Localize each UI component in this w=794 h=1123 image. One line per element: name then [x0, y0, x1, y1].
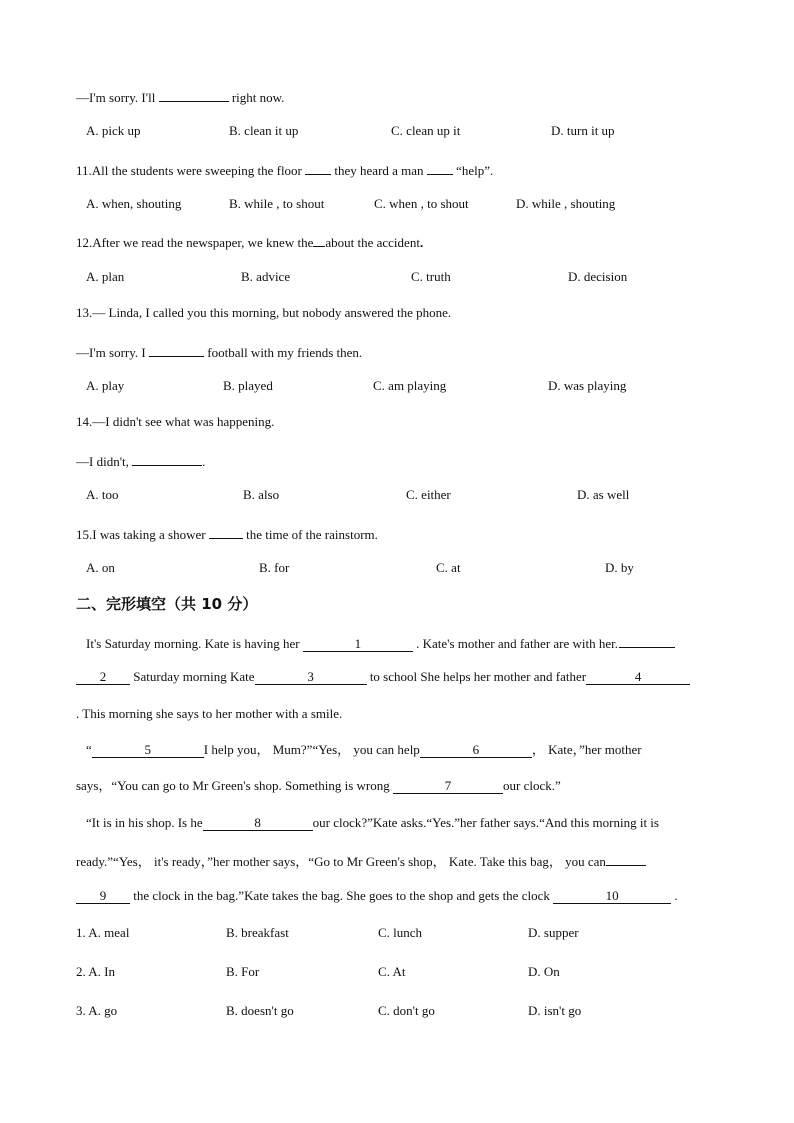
q12-stem	[76, 232, 423, 251]
q14-text: —I didn't,	[76, 454, 133, 469]
cloze-blank-6[interactable]: 6	[420, 743, 532, 758]
q15-option-c[interactable]: C. at	[436, 560, 461, 575]
q13-stem-2	[76, 342, 362, 361]
q14-option-a[interactable]: A. too	[86, 487, 119, 502]
passage-text: .	[671, 888, 678, 903]
cloze-blank-8[interactable]: 8	[203, 816, 313, 831]
passage-line-2	[76, 669, 720, 685]
q14-stem-1: 14.—I didn't see what was happening.	[76, 414, 275, 429]
q15-text-2: the time of the rainstorm.	[242, 527, 378, 542]
q15-stem	[76, 524, 378, 543]
q13-text-end: football with my friends then.	[204, 345, 363, 360]
passage-line-4	[86, 742, 730, 758]
passage-line-6	[86, 815, 730, 831]
q10-option-a[interactable]: A. pick up	[86, 123, 141, 138]
cloze-blank-9[interactable]: 9	[76, 889, 130, 904]
q15-option-d[interactable]: D. by	[605, 560, 634, 575]
q11-blank-2[interactable]	[427, 160, 453, 175]
cloze-blank-7[interactable]: 7	[393, 779, 503, 794]
passage-text: ready.”“Yes， it's ready，”her mother says，“Go to Mr Green's shop， Kate. Take this bag， you can	[76, 854, 606, 869]
cloze-2-option-c[interactable]: C. At	[378, 964, 406, 979]
q12-blank[interactable]	[313, 232, 325, 247]
q11-blank-1[interactable]	[305, 160, 331, 175]
q15-text-1: 15.I was taking a shower	[76, 527, 209, 542]
q11-option-d[interactable]: D. while , shouting	[516, 196, 616, 211]
q13-option-b[interactable]: B. played	[223, 378, 273, 393]
q12-text-2: about the accident	[325, 235, 420, 250]
cloze-options-3	[76, 1003, 716, 1019]
q14-option-c[interactable]: C. either	[406, 487, 451, 502]
cloze-2-option-b[interactable]: B. For	[226, 964, 260, 979]
q10-blank[interactable]	[159, 87, 229, 102]
q12-option-a[interactable]: A. plan	[86, 269, 125, 284]
cloze-blank-2-start[interactable]	[619, 633, 675, 648]
q14-blank[interactable]	[132, 451, 202, 466]
cloze-options-2	[76, 964, 716, 980]
cloze-2-option-a[interactable]: 2. A. In	[76, 964, 115, 979]
passage-text: ， Kate，”her mother	[531, 742, 642, 757]
passage-text: It's Saturday morning. Kate is having her	[86, 636, 303, 651]
q10-options	[86, 123, 706, 139]
cloze-2-option-d[interactable]: D. On	[528, 964, 560, 979]
cloze-blank-4[interactable]: 4	[586, 670, 690, 685]
q15-options	[86, 560, 706, 576]
q12-option-b[interactable]: B. advice	[241, 269, 291, 284]
q14-option-b[interactable]: B. also	[243, 487, 280, 502]
cloze-1-option-c[interactable]: C. lunch	[378, 925, 423, 940]
q14-text-end: .	[202, 454, 206, 469]
q12-text-1: 12.After we read the newspaper, we knew the	[76, 235, 314, 250]
passage-line-5	[76, 778, 720, 794]
passage-text: “It is in his shop. Is he	[86, 815, 203, 830]
cloze-3-option-b[interactable]: B. doesn't go	[226, 1003, 294, 1018]
q13-text: —I'm sorry. I	[76, 345, 149, 360]
cloze-3-option-d[interactable]: D. isn't go	[528, 1003, 582, 1018]
cloze-3-option-a[interactable]: 3. A. go	[76, 1003, 118, 1018]
passage-text: says，“You can go to Mr Green's shop. Something is wrong	[76, 778, 393, 793]
passage-line-1	[86, 633, 730, 652]
q10-text-end: right now.	[228, 90, 285, 105]
cloze-blank-5[interactable]: 5	[92, 743, 204, 758]
passage-line-7	[76, 851, 720, 870]
passage-text: I help you， Mum?”“Yes， you can help	[203, 742, 420, 757]
q11-option-a[interactable]: A. when, shouting	[86, 196, 182, 211]
q12-text-3: .	[419, 235, 424, 250]
passage-text: Saturday morning Kate	[130, 669, 255, 684]
passage-text: our clock.”	[502, 778, 561, 793]
section-heading-cloze: 二、完形填空（共 10 分）	[76, 595, 258, 613]
q11-option-b[interactable]: B. while , to shout	[229, 196, 325, 211]
cloze-blank-3[interactable]: 3	[255, 670, 367, 685]
passage-text: the clock in the bag.”Kate takes the bag. She goes to the shop and gets the clock	[130, 888, 554, 903]
q13-stem-1: 13.— Linda, I called you this morning, but nobody answered the phone.	[76, 305, 452, 320]
q12-option-d[interactable]: D. decision	[568, 269, 628, 284]
cloze-blank-9-start[interactable]	[606, 851, 646, 866]
q13-option-a[interactable]: A. play	[86, 378, 125, 393]
q12-options	[86, 269, 706, 285]
q15-blank[interactable]	[209, 524, 243, 539]
q11-stem	[76, 160, 493, 179]
passage-text: . Kate's mother and father are with her.	[412, 636, 619, 651]
q10-option-b[interactable]: B. clean it up	[229, 123, 299, 138]
q14-options	[86, 487, 706, 503]
passage-text: to school She helps her mother and father	[366, 669, 587, 684]
cloze-1-option-d[interactable]: D. supper	[528, 925, 579, 940]
q13-option-d[interactable]: D. was playing	[548, 378, 627, 393]
q13-option-c[interactable]: C. am playing	[373, 378, 447, 393]
q10-option-c[interactable]: C. clean up it	[391, 123, 461, 138]
cloze-1-option-b[interactable]: B. breakfast	[226, 925, 289, 940]
passage-text: “	[86, 742, 92, 757]
q15-option-a[interactable]: A. on	[86, 560, 115, 575]
q15-option-b[interactable]: B. for	[259, 560, 290, 575]
q11-text-3: “help”.	[452, 163, 494, 178]
cloze-options-1	[76, 925, 716, 941]
q11-option-c[interactable]: C. when , to shout	[374, 196, 469, 211]
cloze-1-option-a[interactable]: 1. A. meal	[76, 925, 130, 940]
q14-stem-2	[76, 451, 205, 470]
q11-text-2: they heard a man	[331, 163, 427, 178]
cloze-blank-10[interactable]: 10	[553, 889, 671, 904]
q13-blank[interactable]	[149, 342, 204, 357]
passage-line-8	[76, 888, 720, 904]
cloze-blank-1[interactable]: 1	[303, 637, 413, 652]
q11-text-1: 11.All the students were sweeping the floor	[76, 163, 306, 178]
q10-option-d[interactable]: D. turn it up	[551, 123, 615, 138]
passage-line-3: . This morning she says to her mother with a smile.	[76, 706, 343, 721]
q14-option-d[interactable]: D. as well	[577, 487, 630, 502]
q12-option-c[interactable]: C. truth	[411, 269, 451, 284]
q10-line	[76, 87, 284, 106]
cloze-blank-2[interactable]: 2	[76, 670, 130, 685]
cloze-3-option-c[interactable]: C. don't go	[378, 1003, 435, 1018]
q13-options	[86, 378, 706, 394]
q11-options	[86, 196, 706, 212]
q10-text: —I'm sorry. I'll	[76, 90, 159, 105]
passage-text: our clock?”Kate asks.“Yes.”her father says.“And this morning it is	[312, 815, 659, 830]
